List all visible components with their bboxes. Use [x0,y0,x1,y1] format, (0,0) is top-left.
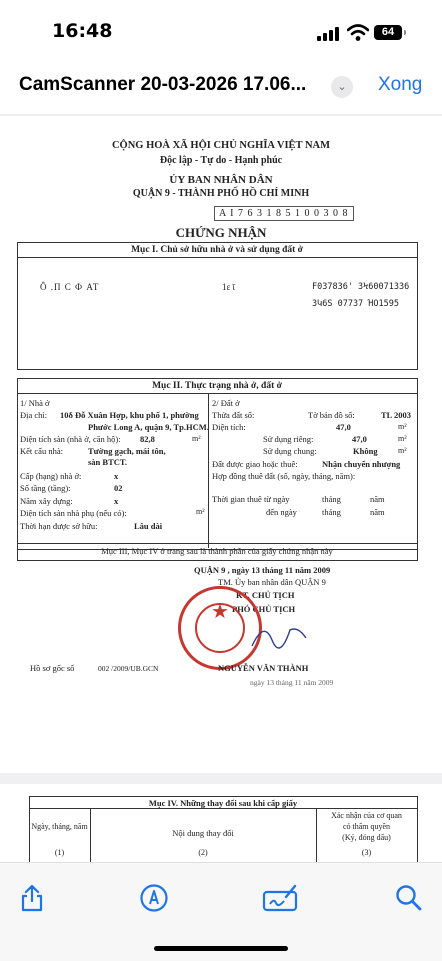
aux-area-label: Diện tích sàn nhà phụ (nếu có): [20,508,127,518]
floors-label: Số tầng (tầng): [20,483,71,493]
signer-name: NGUYỄN VĂN THÀNH [218,663,309,673]
section-4-title: Mục IV. Những thay đổi sau khi cấp giấy [148,798,298,808]
floors-value: 02 [114,483,123,493]
house-label: 1/ Nhà ở [20,398,50,408]
aux-area-unit: m² [196,507,205,516]
sign-role-2: PHÓ CHỦ TỊCH [232,604,296,614]
term-value: Lâu dài [134,521,163,531]
assign-value: Nhận chuyển nhượng [322,459,401,469]
common-use-unit: m² [398,446,407,455]
wifi-icon [347,24,369,42]
col-confirm-header-3: (Ký, đóng dấu) [342,833,391,842]
private-use-label: Sử dụng riêng: [263,434,314,444]
year-label: Năm xây dựng: [20,496,73,506]
area-unit: m² [398,422,407,431]
col-num-1: (1) [54,848,65,857]
section-note: Mục III, Mục IV ở trang sau là thành phần của giấy chứng nhận này [101,546,333,556]
file-label: Hồ sơ gốc số [30,663,75,673]
owner-id-2: ЗԿ6S 07737 ΉΟ1595 [312,299,399,309]
col-content-header: Nội dung thay đổi [172,828,234,838]
status-bar [0,0,442,64]
year-value: x [114,496,119,506]
home-indicator[interactable] [154,946,288,951]
navigation-bar [0,64,442,114]
authority-name: ỦY BAN NHÂN DÂN [169,174,273,186]
assign-label: Đất được giao hoặc thuê: [212,459,298,469]
lease-to-label: đến ngày [266,507,297,517]
floor-area-label: Diện tích sàn (nhà ở, căn hộ): [20,434,121,444]
signature-icon[interactable] [262,883,298,913]
floor-area-value: 82,8 [140,434,155,444]
official-seal-icon: ★ [178,586,262,670]
col-date-header: Ngày, tháng, năm [31,822,88,831]
issue-date: QUẬN 9 , ngày 13 tháng 11 năm 2009 [194,565,331,575]
document-page-1 [0,116,442,773]
owner-id-1: F037836' 3Ϟ60071336 [312,282,410,292]
cellular-signal-icon [317,27,341,41]
markup-pen-icon[interactable] [139,883,169,913]
area-value: 47,0 [336,422,351,432]
map-label: Tờ bản đồ số: [308,410,355,420]
lease-to-year: năm [370,507,385,517]
grade-label: Cấp (hạng) nhà ở: [20,471,82,481]
sign-role-1: KT. CHỦ TỊCH [236,590,295,600]
land-label: 2/ Đất ở [212,398,240,408]
owner-info: 1ε ῑ [222,282,235,292]
search-icon[interactable] [394,883,424,913]
status-time: 16:48 [52,20,113,42]
lease-from-label: Thời gian thuê từ ngày [212,494,290,504]
floor-area-unit: m² [192,434,201,443]
section-1-title: Mục I. Chủ sở hữu nhà ở và sử dụng đất ở [131,245,303,255]
plot-label: Thửa đất số: [212,410,255,420]
lease-to-month: tháng [322,507,341,517]
term-label: Thời hạn được sở hữu: [20,521,98,531]
common-use-value: Không [353,446,378,456]
serial-number: A I 7 6 3 1 8 5 1 0 0 3 0 8 [214,206,354,221]
document-page-2 [0,784,442,862]
col-confirm-header-2: có thẩm quyền [342,822,391,831]
private-use-unit: m² [398,434,407,443]
common-use-label: Sử dụng chung: [263,446,317,456]
address-label: Địa chỉ: [20,410,48,420]
battery-icon: 64 [374,25,402,40]
chevron-down-icon[interactable]: ⌄ [331,76,353,98]
local-date: ngày 13 tháng 11 năm 2009 [250,678,334,687]
lease-from-year: năm [370,494,385,504]
done-button[interactable]: Xong [378,74,423,95]
col-confirm-header-1: Xác nhận của cơ quan [331,811,402,820]
map-value: TL 2003 [381,410,411,420]
sign-authority: TM. Ủy ban nhân dân QUẬN 9 [218,577,326,587]
col-num-3: (3) [361,848,372,857]
address-value-2: Phước Long A, quận 9, Tp.HCM. [88,422,209,432]
share-icon[interactable] [17,883,47,913]
area-label: Diện tích: [212,422,246,432]
document-viewer[interactable] [0,114,442,862]
cert-title: CHỨNG NHẬN [175,225,267,240]
owner-name: Ô .П C Ф AT [40,282,100,292]
address-value-1: 10δ Đỗ Xuân Hợp, khu phố 1, phường [60,410,199,420]
section-2-title: Mục II. Thực trạng nhà ở, đất ở [152,381,282,391]
lease-contract-label: Hợp đồng thuê đất (số, ngày, tháng, năm): [212,471,356,481]
header-nation: CỘNG HOÀ XÃ HỘI CHỦ NGHĨA VIỆT NAM [111,140,331,151]
structure-label: Kết cấu nhà: [20,446,63,456]
structure-value-2: sàn BTCT. [88,457,128,467]
header-motto: Độc lập - Tự do - Hạnh phúc [159,155,283,166]
document-title[interactable]: CamScanner 20-03-2026 17.06... [19,74,307,95]
file-value: 002 /2009/UB.GCN [98,664,159,673]
authority-district: QUẬN 9 - THÀNH PHỐ HỒ CHÍ MINH [132,188,310,199]
grade-value: x [114,471,119,481]
col-num-2: (2) [198,848,208,857]
lease-from-month: tháng [322,494,341,504]
structure-value-1: Tường gạch, mái tôn, [88,446,166,456]
private-use-value: 47,0 [352,434,367,444]
signature-mark-icon [250,616,310,656]
